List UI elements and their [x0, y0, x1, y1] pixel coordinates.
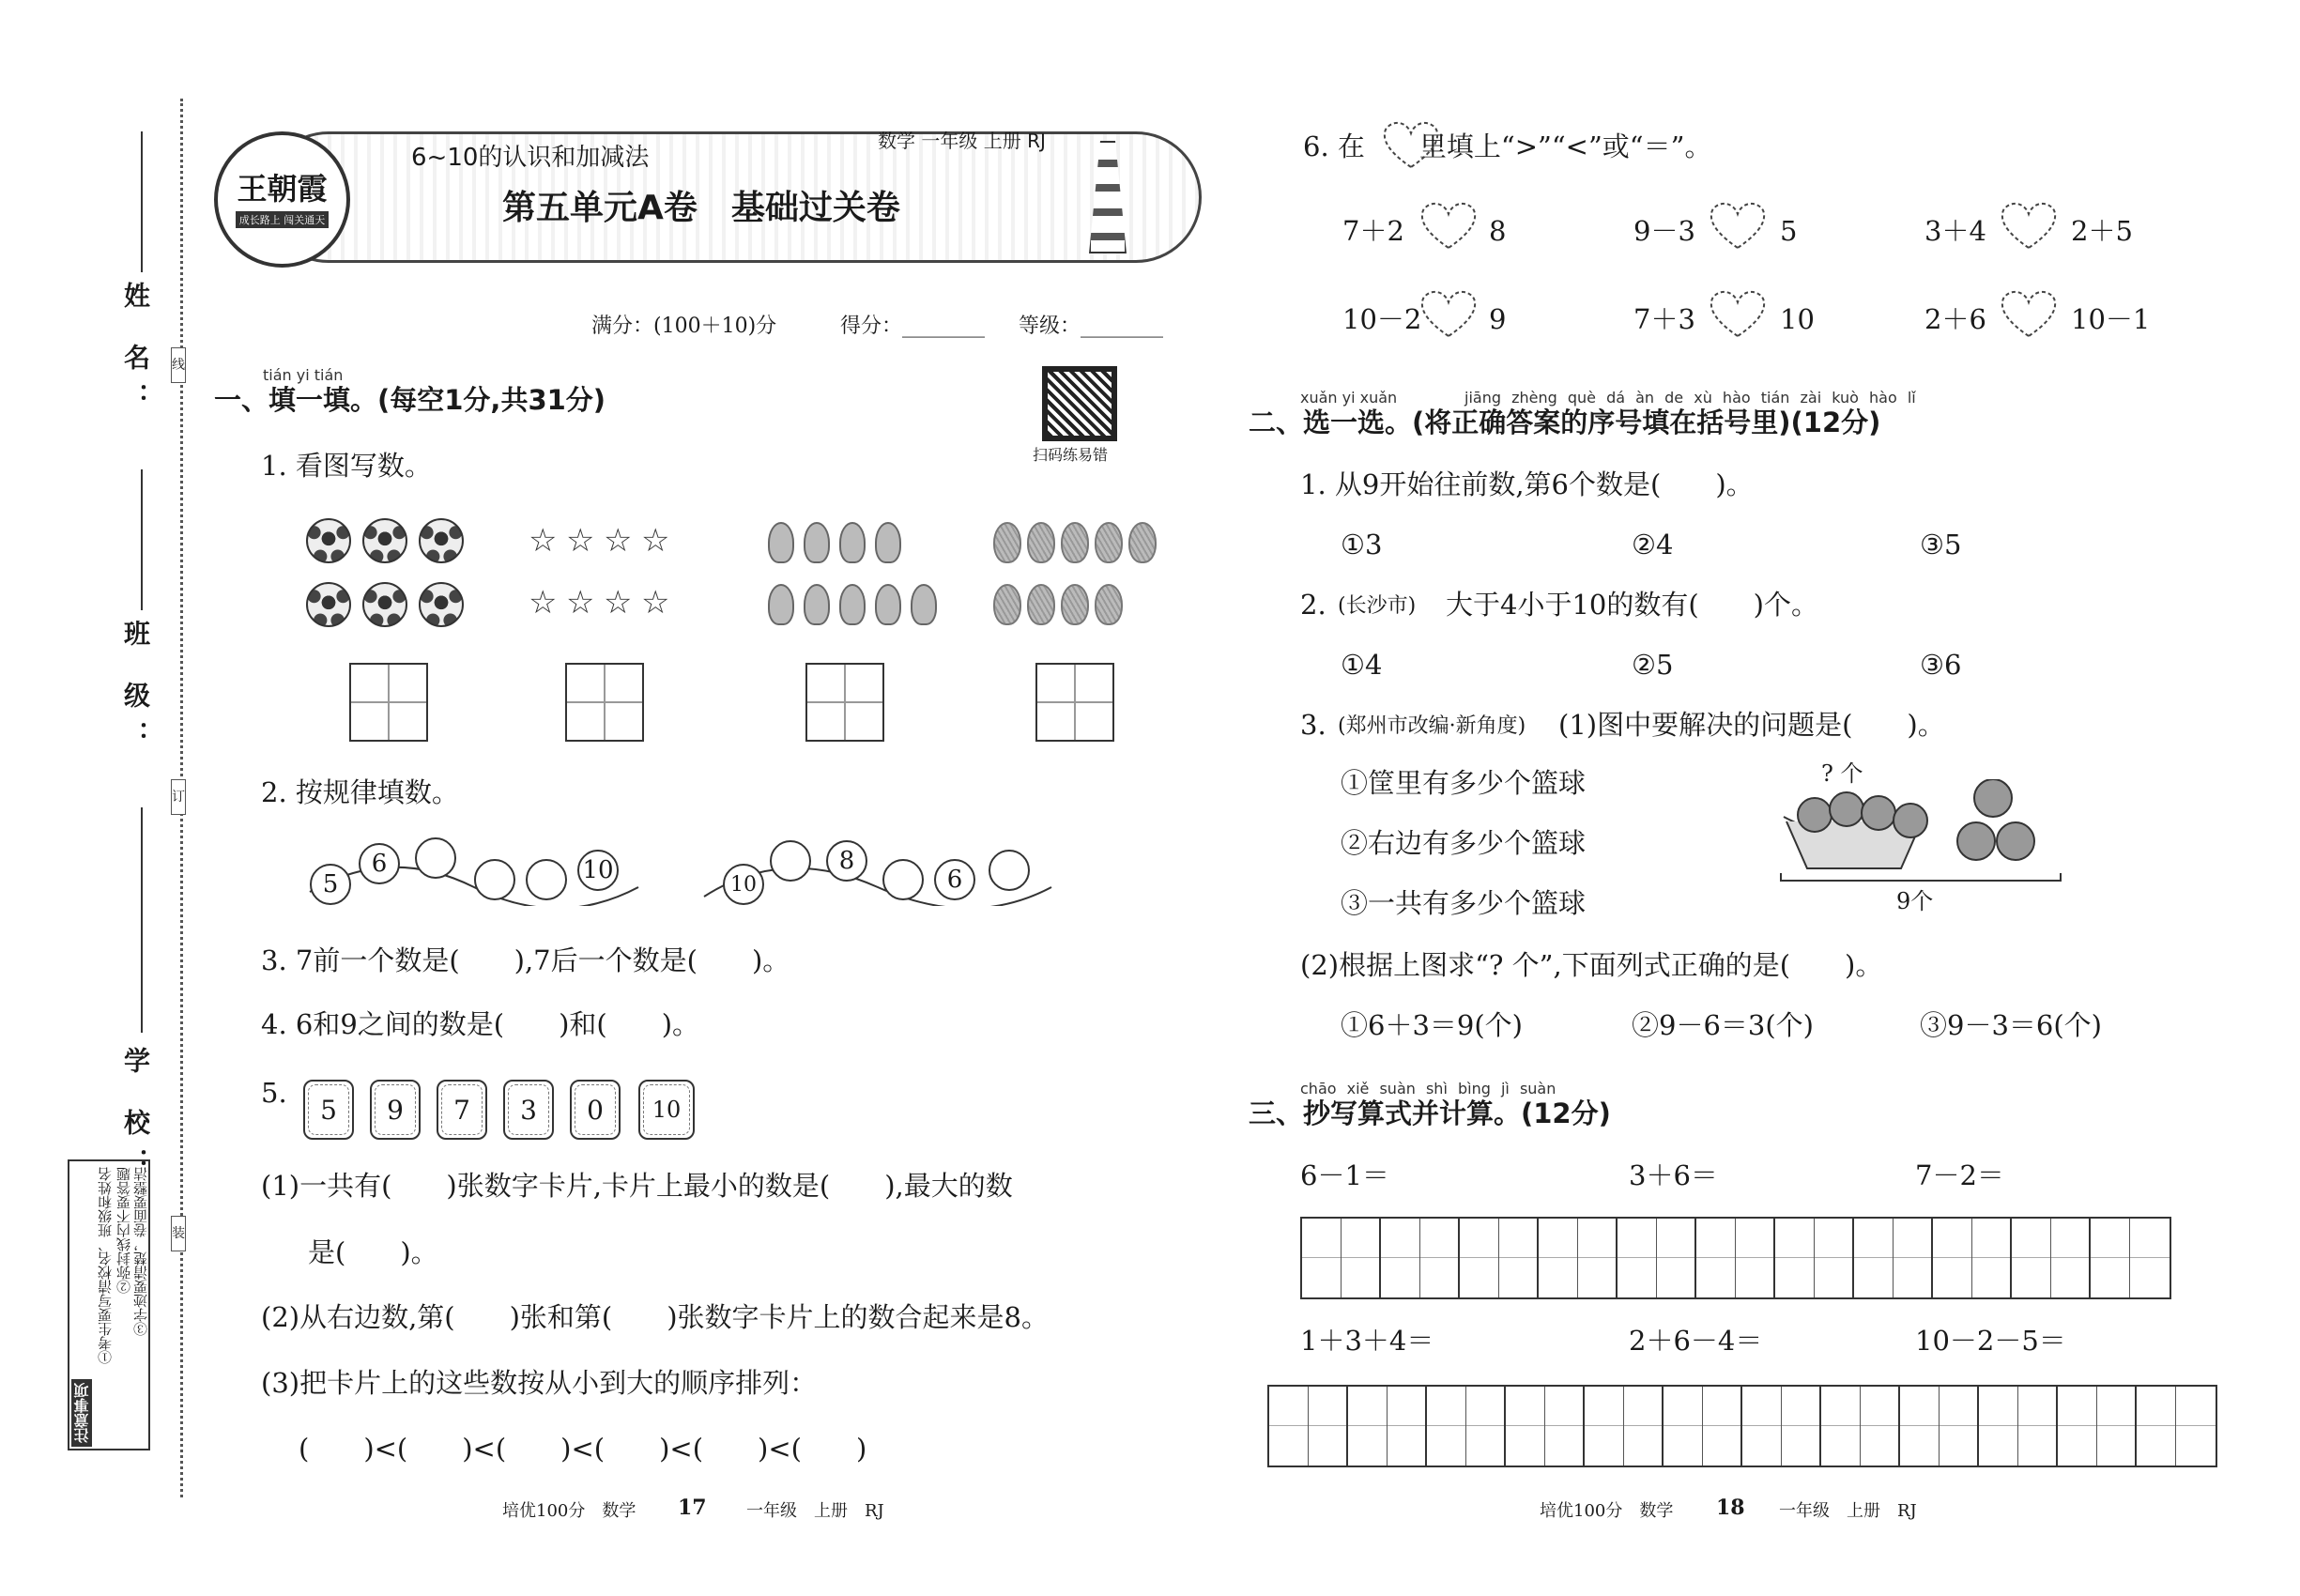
score-line: 满分：(100＋10)分	[591, 315, 777, 338]
s3-title: 三、抄写算式并计算。(12分)	[1249, 1097, 1611, 1129]
leaf-icon	[1027, 522, 1055, 563]
answer-box[interactable]	[805, 663, 884, 742]
seal-mark-3: 装	[171, 1216, 186, 1251]
s2-q1-opt-2[interactable]: ②4	[1632, 529, 1674, 560]
leaf-icon	[1061, 522, 1089, 563]
q6-r1-left: 9－3	[1633, 215, 1695, 247]
number-card: 0	[570, 1080, 621, 1140]
notice-title: 注意事项	[71, 1379, 92, 1447]
s3-expr: 3＋6＝	[1629, 1159, 1718, 1191]
chain-circle[interactable]	[770, 840, 811, 882]
star-icon: ☆	[529, 584, 558, 622]
chain-circle[interactable]: 6	[934, 859, 975, 900]
q5-2-text: (2)从右边数,第( )张和第( )张数字卡片上的数合起来是8。	[261, 1301, 1050, 1333]
basketball-figure	[1779, 779, 2070, 882]
number-card: 3	[503, 1080, 554, 1140]
notice-item-2: ②弥封线内不要答题	[115, 1167, 132, 1294]
s2-q2-number: 2.	[1300, 589, 1326, 621]
s2-q3-text: (1)图中要解决的问题是( )。	[1558, 709, 1945, 741]
s2-q2-opt-2[interactable]: ②5	[1632, 649, 1674, 681]
seal-mark-2: 订	[171, 779, 186, 815]
footer-left-page: 17	[678, 1496, 707, 1520]
footer-right: 培优100分 数学	[1540, 1501, 1674, 1521]
notice-item-1: ①考生要写清校名、班级和姓名	[97, 1167, 114, 1364]
leaf-icon	[1061, 584, 1089, 625]
book-meta: 数学 一年级 上册 RJ	[878, 130, 1046, 152]
chain-circle[interactable]	[989, 850, 1030, 891]
answer-box[interactable]	[349, 663, 428, 742]
s2-q2-tag: (长沙市)	[1338, 594, 1417, 618]
q6-r2-left: 10－2	[1342, 303, 1422, 335]
soccer-ball-icon	[306, 518, 351, 563]
s2-q3-number: 3.	[1300, 709, 1326, 741]
s2-q3-opt-3[interactable]: ③一共有多少个篮球	[1341, 887, 1587, 919]
number-card: 10	[638, 1080, 695, 1140]
score-label[interactable]: 得分：________	[840, 315, 986, 338]
s3-pinyin: chāo xiě suàn shì bìng jì suàn	[1300, 1080, 1556, 1097]
q5-1-text: (1)一共有( )张数字卡片,卡片上最小的数是( ),最大的数	[261, 1170, 1013, 1202]
q6-r1-left: 3＋4	[1924, 215, 1986, 247]
bug-icon	[875, 522, 901, 563]
q6-r2-left: 2＋6	[1924, 303, 1986, 335]
seal-mark-1: 线	[171, 347, 186, 383]
chain-circle[interactable]: 10	[723, 864, 764, 905]
star-icon: ☆	[604, 584, 633, 622]
chain-circle[interactable]	[526, 859, 567, 900]
s2-title: 二、选一选。(将正确答案的序号填在括号里)(12分)	[1249, 407, 1881, 438]
writing-grid-2[interactable]	[1267, 1385, 2217, 1467]
bug-icon	[804, 522, 830, 563]
q3-text: 3. 7前一个数是( ),7后一个数是( )。	[261, 944, 790, 976]
s2-pinyin-2: jiāng zhèng què dá àn de xù hào tián zài kuò hào lǐ	[1464, 389, 1916, 407]
footer-right-page: 18	[1716, 1496, 1745, 1520]
soccer-ball-icon	[362, 518, 407, 563]
logo-sub: 成长路上 闯关通天	[236, 211, 330, 228]
heart-icon	[1380, 118, 1442, 171]
leaf-icon	[1128, 522, 1157, 563]
school-line[interactable]	[141, 807, 143, 1033]
notice-box	[68, 1159, 150, 1450]
s3-expr: 10－2－5＝	[1915, 1325, 2066, 1357]
bug-icon	[839, 584, 866, 625]
chain-circle[interactable]	[415, 837, 456, 879]
answer-box[interactable]	[1035, 663, 1114, 742]
q1-text: 1. 看图写数。	[261, 450, 432, 482]
class-label: 班 级：	[120, 620, 151, 760]
writing-grid-1[interactable]	[1300, 1217, 2171, 1299]
s2-q2-opt-3[interactable]: ③6	[1920, 649, 1962, 681]
s2-q3-2-opt-3[interactable]: ③9－3＝6(个)	[1920, 1009, 2102, 1041]
s2-q3-opt-2[interactable]: ②右边有多少个篮球	[1341, 827, 1587, 859]
q6-r1-left: 7＋2	[1342, 215, 1404, 247]
star-icon: ☆	[641, 584, 670, 622]
chain-circle[interactable]: 8	[826, 840, 867, 882]
bug-icon	[911, 584, 937, 625]
s2-q3-2-opt-2[interactable]: ②9－6＝3(个)	[1632, 1009, 1814, 1041]
q4-text: 4. 6和9之间的数是( )和( )。	[261, 1008, 700, 1040]
unit-subtitle: 6~10的认识和加减法	[411, 144, 650, 172]
heart-blank[interactable]	[1998, 287, 2060, 340]
bug-icon	[839, 522, 866, 563]
s2-q3-2-text: (2)根据上图求“? 个”,下面列式正确的是( )。	[1300, 949, 1883, 981]
chain-circle[interactable]: 10	[577, 850, 619, 891]
figure-top-label: ? 个	[1821, 760, 1863, 787]
star-icon: ☆	[566, 522, 595, 560]
soccer-ball-icon	[419, 582, 464, 627]
s1-title: 一、填一填。(每空1分,共31分)	[214, 384, 606, 416]
chain-circle[interactable]	[474, 859, 515, 900]
s2-q1-opt-3[interactable]: ③5	[1920, 529, 1962, 560]
bug-icon	[768, 584, 794, 625]
star-icon: ☆	[566, 584, 595, 622]
footer-left-rest: 一年级 上册 RJ	[746, 1501, 884, 1521]
qr-code-icon[interactable]	[1042, 366, 1117, 441]
s2-q3-tag: (郑州市改编·新角度)	[1338, 714, 1526, 738]
bug-icon	[875, 584, 901, 625]
leaf-icon	[1095, 584, 1123, 625]
s3-expr: 1＋3＋4＝	[1300, 1325, 1434, 1357]
qr-caption: 扫码练易错	[1033, 446, 1109, 464]
q6-r2-left: 7＋3	[1633, 303, 1695, 335]
s3-expr: 2＋6－4＝	[1629, 1325, 1763, 1357]
s2-q2-text: 大于4小于10的数有( )个。	[1446, 589, 1818, 621]
name-line[interactable]	[141, 131, 143, 272]
number-card: 9	[370, 1080, 421, 1140]
number-card: 7	[437, 1080, 487, 1140]
q2-text: 2. 按规律填数。	[261, 776, 459, 808]
q6-r1-right: 5	[1780, 215, 1798, 247]
school-label: 学 校：	[120, 1047, 151, 1188]
q5-3-text: (3)把卡片上的这些数按从小到大的顺序排列：	[261, 1367, 818, 1399]
chain-circle[interactable]: 5	[310, 864, 351, 905]
class-line[interactable]	[141, 469, 143, 610]
q6-title: 6. 在 里填上“>”“<”或“＝”。	[1303, 130, 1712, 162]
page-title: 第五单元A卷 基础过关卷	[502, 189, 900, 227]
q6-r2-right: 10	[1780, 303, 1815, 335]
q5-1-text-cont: 是( )。	[308, 1236, 438, 1268]
number-card: 5	[303, 1080, 354, 1140]
logo-text: 王朝霞	[237, 170, 328, 207]
star-icon: ☆	[604, 522, 633, 560]
leaf-icon	[993, 584, 1021, 625]
leaf-icon	[1027, 584, 1055, 625]
s3-expr: 7－2＝	[1915, 1159, 2004, 1191]
notice-item-3: ③字迹要清楚，卷面要整洁	[132, 1167, 149, 1336]
answer-box[interactable]	[565, 663, 644, 742]
q5-3-blanks[interactable]: ( )<( )<( )<( )<( )<( )	[299, 1433, 867, 1465]
bug-icon	[768, 522, 794, 563]
footer-left: 培优100分 数学	[502, 1501, 636, 1521]
s2-q2-opt-1[interactable]: ①4	[1341, 649, 1383, 681]
logo-badge	[214, 131, 350, 268]
q6-r2-right: 10－1	[2071, 303, 2151, 335]
chain-circle[interactable]	[882, 859, 924, 900]
bug-icon	[804, 584, 830, 625]
soccer-ball-icon	[362, 582, 407, 627]
heart-blank[interactable]	[1707, 199, 1769, 252]
s2-q3-opt-1[interactable]: ①筐里有多少个篮球	[1341, 767, 1587, 799]
heart-blank[interactable]	[1418, 287, 1480, 340]
q6-r2-right: 9	[1489, 303, 1507, 335]
s2-q1-text: 1. 从9开始往前数,第6个数是( )。	[1300, 468, 1754, 500]
figure-bottom-label: 9个	[1896, 888, 1934, 914]
star-icon: ☆	[529, 522, 558, 560]
soccer-ball-icon	[306, 582, 351, 627]
s3-expr: 6－1＝	[1300, 1159, 1389, 1191]
s2-q3-2-opt-1[interactable]: ①6＋3＝9(个)	[1341, 1009, 1523, 1041]
q5-number: 5.	[261, 1077, 287, 1109]
q6-r1-right: 2＋5	[2071, 215, 2133, 247]
grade-label[interactable]: 等级：________	[1019, 315, 1164, 338]
s2-q1-opt-1[interactable]: ①3	[1341, 529, 1383, 560]
footer-right-rest: 一年级 上册 RJ	[1779, 1501, 1917, 1521]
heart-blank[interactable]	[1707, 287, 1769, 340]
q6-r1-right: 8	[1489, 215, 1507, 247]
heart-blank[interactable]	[1418, 199, 1480, 252]
soccer-ball-icon	[419, 518, 464, 563]
s2-pinyin-1: xuǎn yi xuǎn	[1300, 389, 1398, 407]
leaf-icon	[993, 522, 1021, 563]
chain-circle[interactable]: 6	[359, 843, 400, 884]
heart-blank[interactable]	[1998, 199, 2060, 252]
s1-pinyin: tián yi tián	[263, 366, 344, 384]
star-icon: ☆	[641, 522, 670, 560]
leaf-icon	[1095, 522, 1123, 563]
name-label: 姓 名：	[120, 282, 151, 422]
